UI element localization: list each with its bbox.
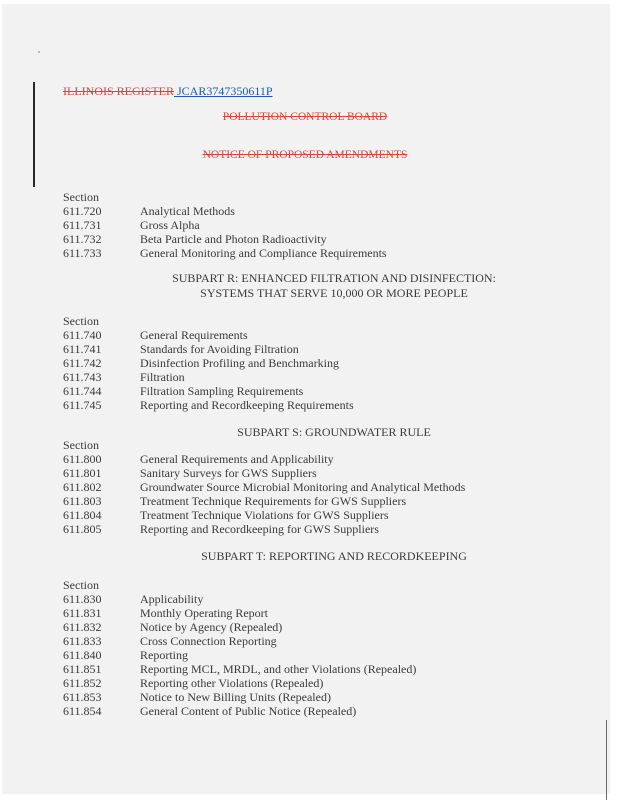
section-row: 611.745 Reporting and Recordkeeping Requirements	[63, 398, 354, 412]
notice-title: NOTICE OF PROPOSED AMENDMENTS	[202, 149, 408, 161]
page-edge-line	[606, 720, 607, 800]
section-row: 611.731 Gross Alpha	[63, 218, 200, 232]
scan-speck	[38, 51, 40, 53]
section-label: Section	[63, 438, 99, 452]
section-row: 611.804 Treatment Technique Violations for GWS Suppliers	[63, 508, 389, 522]
subpart-s-heading: SUBPART S: GROUNDWATER RULE	[237, 425, 431, 439]
subpart-t-heading: SUBPART T: REPORTING AND RECORDKEEPING	[201, 549, 467, 563]
section-row: 611.740 General Requirements	[63, 328, 248, 342]
section-row: 611.803 Treatment Technique Requirements for GWS Suppliers	[63, 494, 407, 508]
section-row: 611.833 Cross Connection Reporting	[63, 634, 277, 648]
section-row: 611.802 Groundwater Source Microbial Monitoring and Analytical Methods	[63, 480, 466, 494]
section-row: 611.732 Beta Particle and Photon Radioactivity	[63, 232, 327, 246]
section-row: 611.741 Standards for Avoiding Filtration	[63, 342, 299, 356]
revision-margin-bar	[33, 82, 35, 187]
section-row: 611.733 General Monitoring and Compliance Requirements	[63, 246, 387, 260]
register-struck-text: ILLINOIS REGISTER	[63, 84, 174, 98]
board-title: POLLUTION CONTROL BOARD	[222, 111, 388, 123]
section-row: 611.800 General Requirements and Applicability	[63, 452, 334, 466]
section-row: 611.853 Notice to New Billing Units (Repealed)	[63, 690, 331, 704]
section-row: 611.744 Filtration Sampling Requirements	[63, 384, 304, 398]
section-label: Section	[63, 190, 99, 204]
section-row: 611.851 Reporting MCL, MRDL, and other Violations (Repealed)	[63, 662, 417, 676]
section-row: 611.830 Applicability	[63, 592, 204, 606]
section-label: Section	[63, 314, 99, 328]
register-inserted-text: JCAR3747350611P	[174, 84, 273, 98]
section-label: Section	[63, 578, 99, 592]
section-row: 611.720 Analytical Methods	[63, 204, 235, 218]
section-row: 611.801 Sanitary Surveys for GWS Suppliers	[63, 466, 317, 480]
section-row: 611.743 Filtration	[63, 370, 185, 384]
section-row: 611.831 Monthly Operating Report	[63, 606, 268, 620]
section-row: 611.840 Reporting	[63, 648, 188, 662]
section-row: 611.832 Notice by Agency (Repealed)	[63, 620, 283, 634]
subpart-r-heading: SUBPART R: ENHANCED FILTRATION AND DISINFECTION: SYSTEMS THAT SERVE 10,000 OR MORE PEOPLE	[172, 271, 496, 300]
section-row: 611.854 General Content of Public Notice (Repealed)	[63, 704, 357, 718]
section-row: 611.805 Reporting and Recordkeeping for GWS Suppliers	[63, 522, 379, 536]
register-header	[63, 84, 273, 99]
section-row: 611.852 Reporting other Violations (Repealed)	[63, 676, 324, 690]
section-row: 611.742 Disinfection Profiling and Benchmarking	[63, 356, 339, 370]
